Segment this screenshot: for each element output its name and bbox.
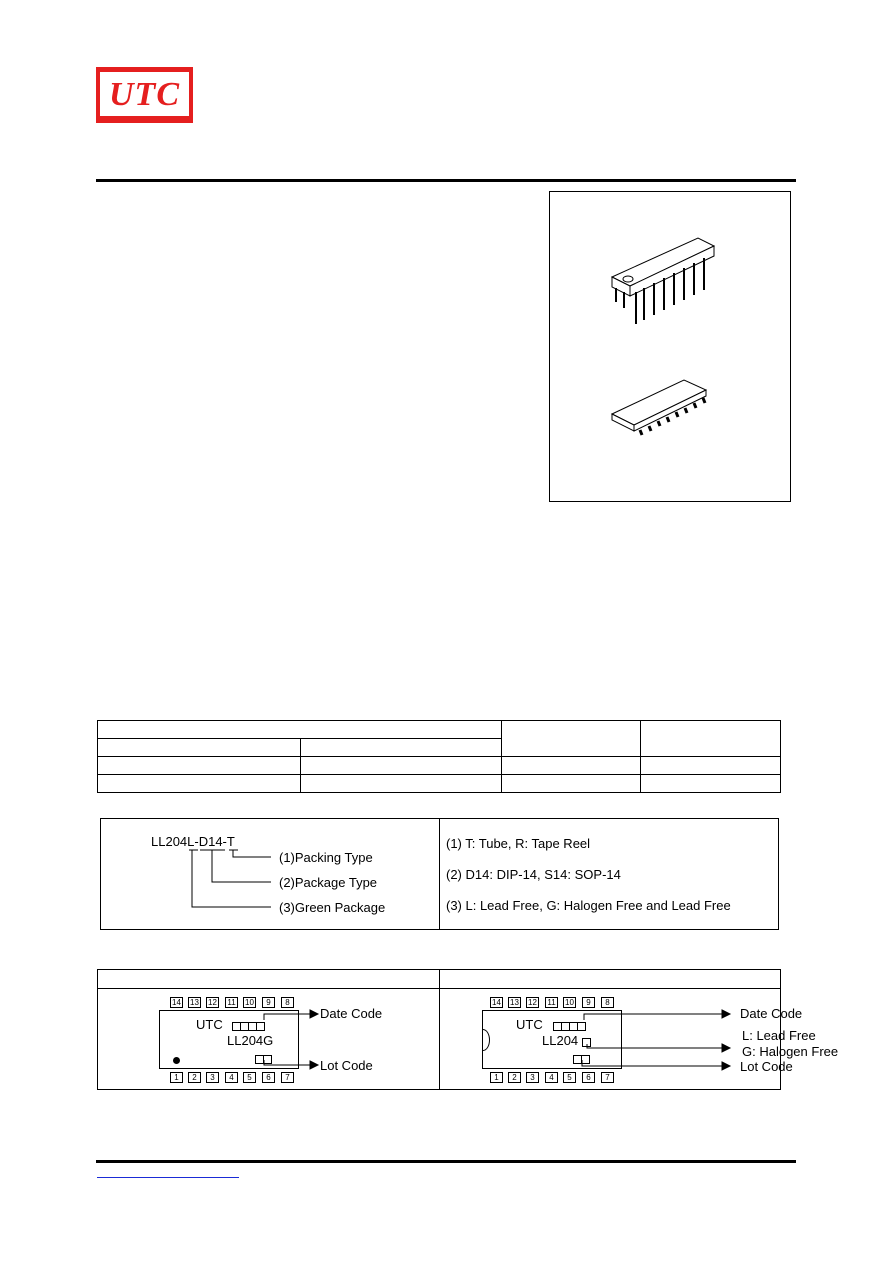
logo-text: UTC — [109, 76, 180, 113]
ordering-table — [97, 720, 781, 793]
table-cell — [300, 757, 502, 775]
label-green-package: (3)Green Package — [279, 900, 386, 915]
pin: 1 — [490, 1072, 503, 1083]
part-number-coding-box — [100, 818, 779, 930]
table-cell — [98, 739, 301, 757]
desc-package-type: (2) D14: DIP-14, S14: SOP-14 — [446, 867, 621, 882]
table-row — [98, 757, 781, 775]
table-cell — [502, 757, 641, 775]
table-row — [98, 721, 781, 739]
table-cell — [502, 775, 641, 793]
pin: 5 — [563, 1072, 576, 1083]
marking-left — [98, 989, 439, 1089]
pin: 8 — [601, 997, 614, 1008]
marking-arrows — [98, 989, 439, 1089]
halogen-free-label: G: Halogen Free — [742, 1044, 839, 1059]
pin: 10 — [243, 997, 256, 1008]
label-packing-type: (1)Packing Type — [279, 850, 373, 865]
pin: 14 — [490, 997, 503, 1008]
date-code-label: Date Code — [740, 1006, 803, 1021]
pin: 4 — [225, 1072, 238, 1083]
marking-arrows — [440, 989, 780, 1089]
pin: 4 — [545, 1072, 558, 1083]
pin: 13 — [508, 997, 521, 1008]
pin: 8 — [281, 997, 294, 1008]
pin: 11 — [545, 997, 558, 1008]
footer-link-underline[interactable] — [97, 1177, 239, 1178]
table-row — [98, 775, 781, 793]
table-cell — [502, 721, 641, 757]
divider — [439, 819, 440, 929]
desc-green-package: (3) L: Lead Free, G: Halogen Free and Lead Free — [446, 898, 731, 913]
dip14-package-image — [550, 192, 790, 501]
marking-line2: LL204G — [227, 1033, 274, 1048]
pin: 11 — [225, 997, 238, 1008]
table-cell — [641, 721, 781, 757]
pin: 9 — [262, 997, 275, 1008]
pin: 6 — [582, 1072, 595, 1083]
pin: 14 — [170, 997, 183, 1008]
pin: 2 — [508, 1072, 521, 1083]
header-rule — [96, 179, 796, 182]
table-cell — [641, 757, 781, 775]
pin: 12 — [526, 997, 539, 1008]
pin: 9 — [582, 997, 595, 1008]
lot-code-label: Lot Code — [320, 1058, 373, 1073]
table-cell — [300, 775, 502, 793]
label-package-type: (2)Package Type — [279, 875, 378, 890]
pin: 5 — [243, 1072, 256, 1083]
utc-logo — [96, 67, 193, 123]
pin: 7 — [281, 1072, 294, 1083]
table-cell — [300, 739, 502, 757]
pin: 6 — [262, 1072, 275, 1083]
marking-line1: UTC — [196, 1017, 223, 1032]
footer-rule — [96, 1160, 796, 1163]
table-cell — [98, 721, 502, 739]
table-cell — [98, 775, 301, 793]
pin: 1 — [170, 1072, 183, 1083]
pin: 3 — [526, 1072, 539, 1083]
part-number-brackets — [101, 819, 439, 929]
date-code-label: Date Code — [320, 1006, 383, 1021]
package-image-box — [549, 191, 791, 502]
pin: 7 — [601, 1072, 614, 1083]
marking-line2: LL204 — [542, 1033, 579, 1048]
pin: 3 — [206, 1072, 219, 1083]
part-number: LL204L-D14-T — [151, 834, 235, 849]
table-cell — [641, 775, 781, 793]
lot-code-label: Lot Code — [740, 1059, 793, 1074]
marking-line1: UTC — [516, 1017, 543, 1032]
marking-box — [97, 969, 839, 1090]
table-cell — [98, 757, 301, 775]
desc-packing-type: (1) T: Tube, R: Tape Reel — [446, 836, 591, 851]
pin: 2 — [188, 1072, 201, 1083]
lead-free-label: L: Lead Free — [742, 1028, 816, 1043]
pin: 10 — [563, 997, 576, 1008]
marking-right — [440, 989, 839, 1089]
pin: 12 — [206, 997, 219, 1008]
pin: 13 — [188, 997, 201, 1008]
